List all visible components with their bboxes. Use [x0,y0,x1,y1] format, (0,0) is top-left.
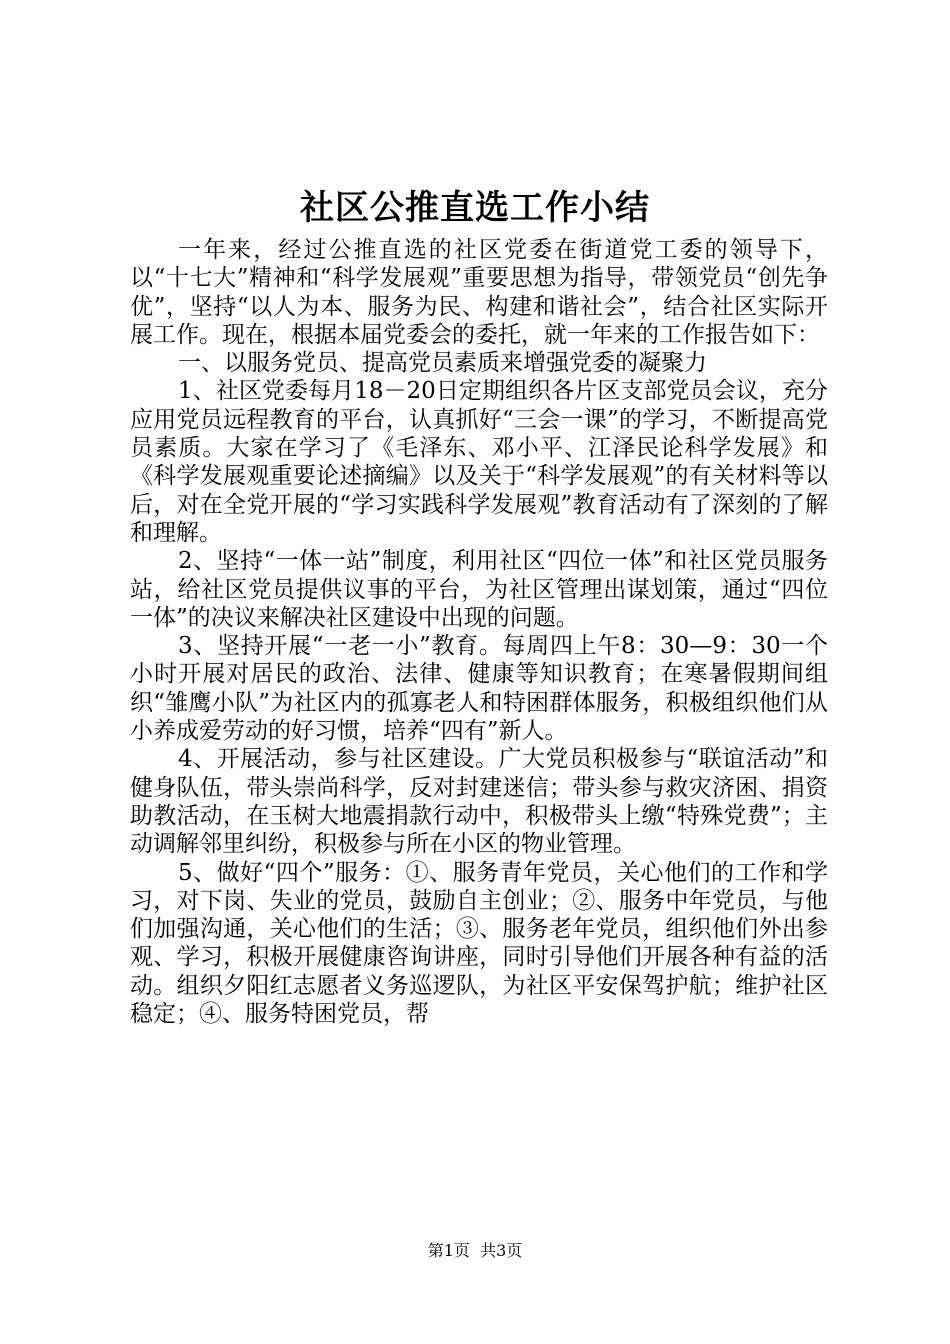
document-body [130,236,828,1028]
paragraph-item-4: 4、开展活动，参与社区建设。广大党员积极参与“联谊活动”和健身队伍，带头崇尚科学，反对封建迷信；带头参与救灾济困、捐资助教活动，在玉树大地震捐款行动中，积极带头上缴“特殊党费”；主动调解邻里纠纷，积极参与所在小区的物业管理。 [130,746,828,858]
section-heading: 一、以服务党员、提高党员素质来增强党委的凝聚力 [178,350,707,377]
paragraph-item-2: 2、坚持“一体一站”制度，利用社区“四位一体”和社区党员服务站，给社区党员提供议事的平台，为社区管理出谋划策，通过“四位一体”的决议来解决社区建设中出现的问题。 [130,548,828,631]
page-number: 第1页 [427,1241,470,1260]
document-title: 社区公推直选工作小结 [300,188,650,228]
page-total: 共3页 [480,1241,523,1260]
page-footer [0,1241,950,1261]
paragraph-item-1: 1、社区党委每月18－20日定期组织各片区支部党员会议，充分应用党员远程教育的平台，认真抓好“三会一课”的学习，不断提高党员素质。大家在学习了《毛泽东、邓小平、江泽民论科学发展》和《科学发展观重要论述摘编》以及关于“科学发展观”的有关材料等以后，对在全党开展的“学习实践科学发展观”教育活动有了深刻的了解和理解。 [130,378,828,546]
paragraph-item-5: 5、做好“四个”服务：①、服务青年党员，关心他们的工作和学习，对下岗、失业的党员，鼓励自主创业；②、服务中年党员，与他们加强沟通，关心他们的生活；③、服务老年党员，组织他们外出参观、学习，积极开展健康咨询讲座，同时引导他们开展各种有益的活动。组织夕阳红志愿者义务巡逻队，为社区平安保驾护航；维护社区稳定；④、服务特困党员，帮 [130,859,828,1028]
paragraph-item-3: 3、坚持开展“一老一小”教育。每周四上午8：30—9：30一个小时开展对居民的政治、法律、健康等知识教育；在寒暑假期间组织“雏鹰小队”为社区内的孤寡老人和特困群体服务，积极组织他们从小养成爱劳动的好习惯，培养“四有”新人。 [130,633,828,745]
paragraph-intro: 一年来，经过公推直选的社区党委在街道党工委的领导下，以“十七大”精神和“科学发展观”重要思想为指导，带领党员“创先争优”，坚持“以人为本、服务为民、构建和谐社会”，结合社区实际开展工作。现在，根据本届党委会的委托，就一年来的工作报告如下： [130,237,828,348]
